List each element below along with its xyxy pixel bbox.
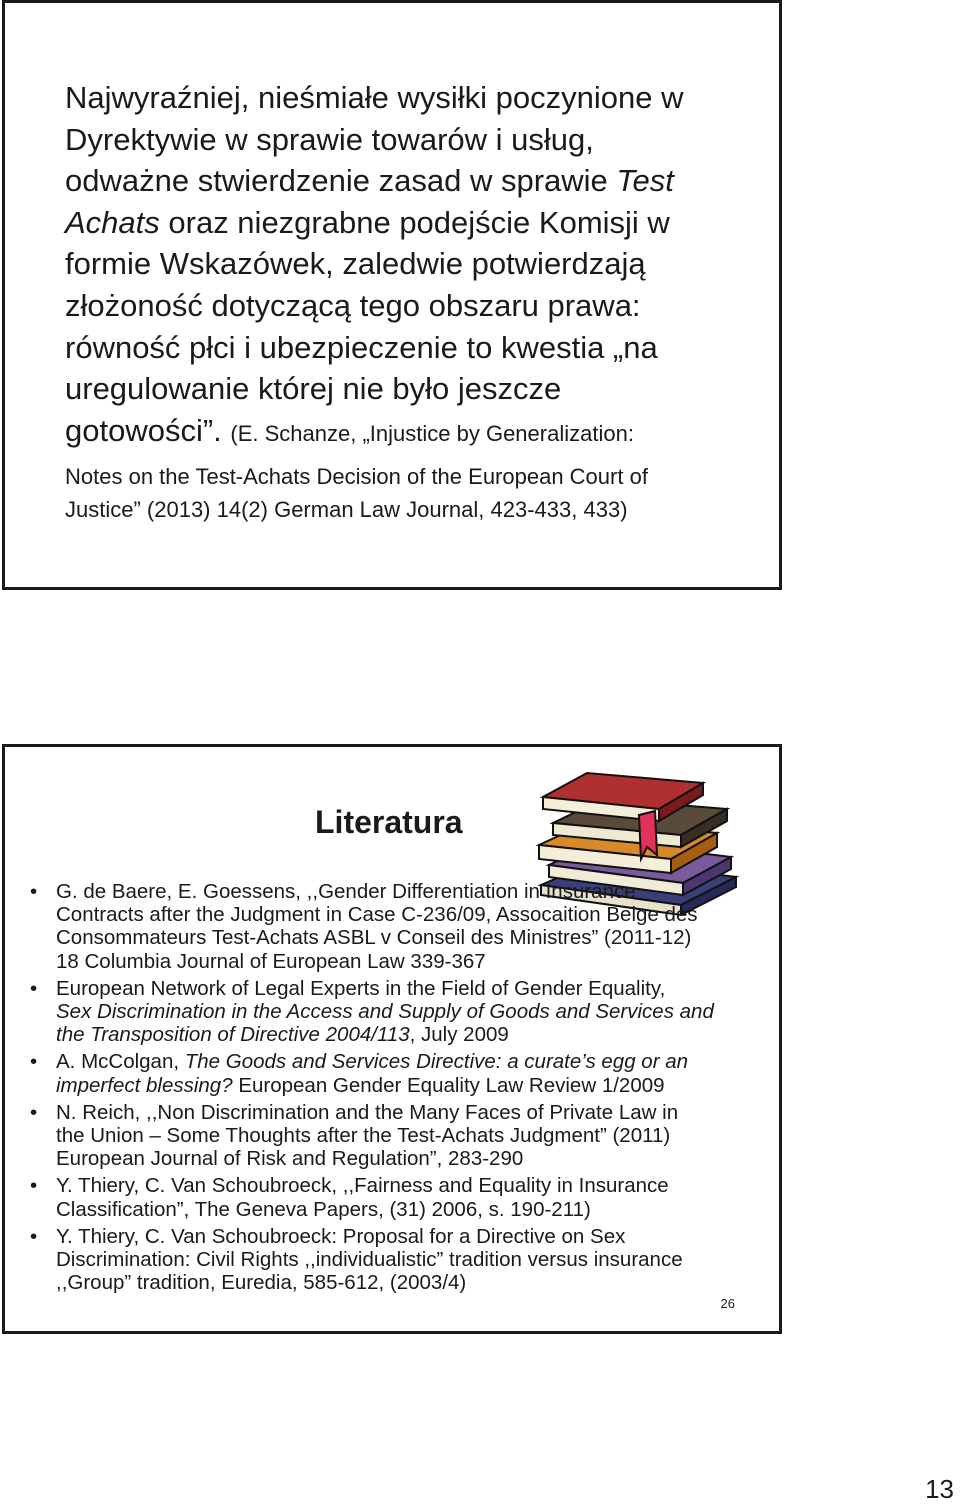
citation-line: Notes on the Test-Achats Decision of the European Court of bbox=[65, 464, 648, 490]
ref-italic: imperfect blessing? bbox=[56, 1073, 233, 1097]
ref-line: European Journal of Risk and Regulation”, 283-290 bbox=[56, 1147, 524, 1171]
slide-quote bbox=[2, 0, 782, 590]
ref-line: Classification”, The Geneva Papers, (31) 2006, s. 190-211) bbox=[56, 1197, 591, 1221]
reference-item bbox=[30, 1101, 780, 1171]
reference-item bbox=[30, 1225, 780, 1295]
bullet: • bbox=[30, 976, 38, 1000]
reference-item bbox=[30, 880, 780, 973]
bullet: • bbox=[30, 1050, 38, 1074]
bullet: • bbox=[30, 1174, 38, 1198]
ref-line: European Network of Legal Experts in the Field of Gender Equality, bbox=[56, 976, 666, 1000]
quote-line: uregulowanie której nie było jeszcze bbox=[65, 371, 562, 407]
quote-line: Najwyraźniej, nieśmiałe wysiłki poczynione w bbox=[65, 80, 684, 115]
slide-number: 26 bbox=[720, 1296, 735, 1311]
ref-italic: Sex Discrimination in the Access and Supply of Goods and Services and bbox=[56, 1000, 714, 1024]
quote-line bbox=[65, 202, 755, 244]
page-number: 13 bbox=[925, 1474, 954, 1504]
ref-line bbox=[56, 1023, 780, 1046]
quote-italic-achats: Achats bbox=[65, 204, 160, 240]
quote-line bbox=[65, 160, 755, 202]
citation-line: Justice” (2013) 14(2) German Law Journal, 423-433, 433) bbox=[65, 497, 628, 523]
ref-line: Y. Thiery, C. Van Schoubroeck, ,,Fairness and Equality in Insurance bbox=[56, 1174, 669, 1198]
quote-line: równość płci i ubezpieczenie to kwestia „na bbox=[65, 329, 658, 365]
quote-line bbox=[65, 410, 755, 455]
literature-title: Literatura bbox=[315, 804, 463, 840]
bullet: • bbox=[30, 1100, 38, 1124]
ref-line bbox=[56, 1074, 780, 1097]
slide-literature bbox=[2, 744, 782, 1334]
quote-line: formie Wskazówek, zaledwie potwierdzają bbox=[65, 246, 646, 282]
ref-italic: the Transposition of Directive 2004/113 bbox=[56, 1023, 410, 1047]
ref-line: Consommateurs Test-Achats ASBL v Conseil des Ministres” (2011-12) bbox=[56, 926, 692, 950]
quote-segment: gotowości”. bbox=[65, 412, 231, 448]
ref-segment: A. McColgan, bbox=[56, 1050, 185, 1074]
quote-line: złożoność dotyczącą tego obszaru prawa: bbox=[65, 287, 641, 323]
bullet: • bbox=[30, 1224, 38, 1248]
ref-line: ,,Group” tradition, Euredia, 585-612, (2003/4) bbox=[56, 1271, 467, 1295]
ref-line: the Union – Some Thoughts after the Test-Achats Judgment” (2011) bbox=[56, 1124, 671, 1148]
ref-italic: The Goods and Services Directive: a curate’s egg or an bbox=[184, 1050, 689, 1074]
ref-line bbox=[56, 1000, 780, 1023]
bullet: • bbox=[30, 880, 38, 903]
quote-segment: oraz niezgrabne podejście Komisji w bbox=[159, 204, 670, 240]
ref-segment: European Gender Equality Law Review 1/2009 bbox=[232, 1073, 665, 1097]
reference-item bbox=[30, 1174, 780, 1220]
ref-line: 18 Columbia Journal of European Law 339-367 bbox=[56, 949, 486, 973]
reference-item bbox=[30, 1050, 780, 1096]
quote-text bbox=[65, 77, 755, 526]
quote-line: Dyrektywie w sprawie towarów i usług, bbox=[65, 121, 594, 157]
quote-italic-test: Test bbox=[616, 163, 674, 199]
ref-segment: , July 2009 bbox=[409, 1023, 509, 1047]
ref-line: G. de Baere, E. Goessens, ,,Gender Differentiation in Insurance bbox=[56, 880, 636, 903]
reference-list bbox=[30, 880, 780, 1298]
reference-item bbox=[30, 977, 780, 1047]
ref-line: N. Reich, ,,Non Discrimination and the Many Faces of Private Law in bbox=[56, 1100, 679, 1124]
ref-line: Y. Thiery, C. Van Schoubroeck: Proposal for a Directive on Sex bbox=[56, 1224, 626, 1248]
ref-line bbox=[56, 1050, 780, 1073]
citation-lead: (E. Schanze, „Injustice by Generalization: bbox=[230, 420, 634, 446]
ref-line: Contracts after the Judgment in Case C-236/09, Assocaition Belge des bbox=[56, 903, 698, 927]
quote-segment: odważne stwierdzenie zasad w sprawie bbox=[65, 163, 617, 199]
ref-line: Discrimination: Civil Rights ,,individualistic” tradition versus insurance bbox=[56, 1248, 683, 1272]
